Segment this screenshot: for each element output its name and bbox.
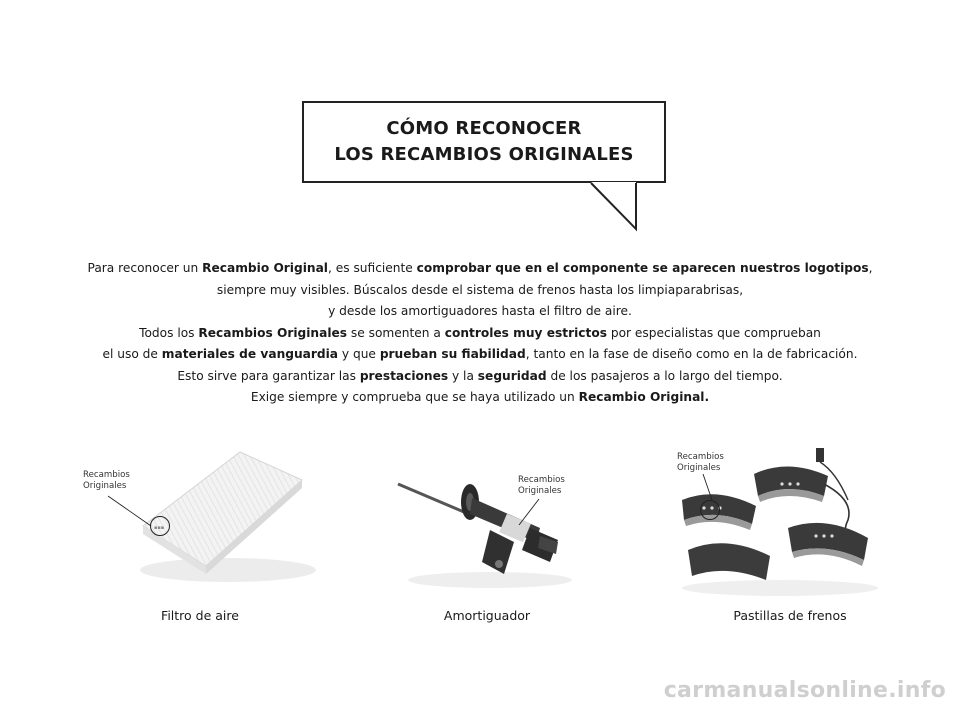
intro-bold-text: seguridad xyxy=(477,368,547,383)
intro-text: y desde los amortiguadores hasta el filtro de aire. xyxy=(328,304,632,318)
intro-bold-text: prestaciones xyxy=(359,368,449,383)
intro-bold-text: Recambios Originales xyxy=(198,325,348,340)
shock-absorber-callout: Recambios Originales xyxy=(518,475,565,496)
intro-text: , tanto en la fase de diseño como en la de fabricación. xyxy=(525,347,858,361)
intro-text: Exige siempre y comprueba que se haya utilizado un xyxy=(250,390,579,404)
intro-text: Todos los xyxy=(139,325,199,340)
intro-bold-text: comprobar que en el componente se aparecen nuestros logotipos xyxy=(416,261,869,275)
intro-bold-text: materiales de vanguardia xyxy=(161,347,339,361)
brake-pads-caption: Pastillas de frenos xyxy=(733,608,847,623)
intro-text: se somenten a xyxy=(347,325,445,340)
air-filter-caption: Filtro de aire xyxy=(161,608,239,623)
watermark: carmanualsonline.info xyxy=(663,678,946,703)
brake-pads-callout: Recambios Originales xyxy=(677,452,724,473)
intro-text: y que xyxy=(338,347,380,361)
intro-text: Esto sirve para garantizar las xyxy=(177,368,360,383)
intro-text: de los pasajeros a lo largo del tiempo. xyxy=(546,368,783,383)
intro-bold-text: prueban su fiabilidad xyxy=(379,347,526,361)
intro-text: y la xyxy=(448,368,478,383)
intro-bold-text: Recambio Original. xyxy=(578,390,710,404)
title-line-2: LOS RECAMBIOS ORIGINALES xyxy=(334,144,634,165)
intro-text: siempre muy visibles. Búscalos desde el sistema de frenos hasta los limpiaparabrisas, xyxy=(216,282,744,297)
intro-text: , es suficiente xyxy=(327,261,417,275)
intro-text: el uso de xyxy=(102,347,162,361)
air-filter-callout: Recambios Originales xyxy=(83,470,130,491)
intro-bold-text: controles muy estrictos xyxy=(444,325,607,340)
intro-text: por especialistas que comprueban xyxy=(606,325,821,340)
intro-text: Para reconocer un xyxy=(87,261,203,275)
shock-absorber-caption: Amortiguador xyxy=(443,608,531,623)
svg-text:▪▪▪: ▪▪▪ xyxy=(154,525,165,531)
intro-text: , xyxy=(868,261,873,275)
intro-bold-text: Recambio Original xyxy=(202,261,328,275)
title-line-1: CÓMO RECONOCER xyxy=(386,118,582,139)
